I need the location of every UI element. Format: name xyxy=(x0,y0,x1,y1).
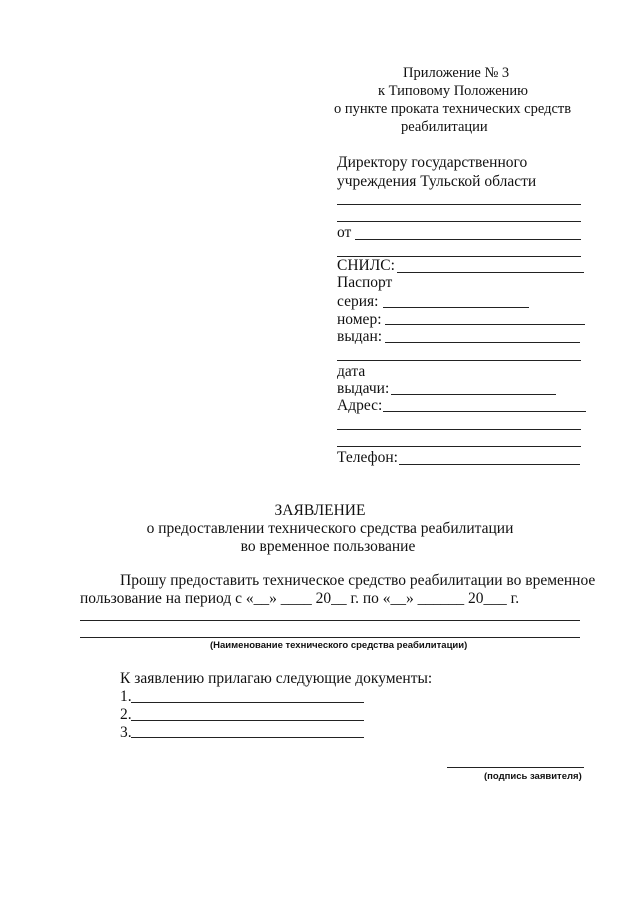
issued-by-field-line-2[interactable] xyxy=(337,360,581,361)
snils-label: СНИЛС: xyxy=(337,257,395,274)
issue-date-field[interactable] xyxy=(391,394,556,395)
tsr-name-field-line-1[interactable] xyxy=(80,620,580,621)
signature-caption: (подпись заявителя) xyxy=(484,771,582,782)
attachment-item-1-field[interactable] xyxy=(131,702,364,703)
address-label: Адрес: xyxy=(337,397,383,414)
address-field-line-2[interactable] xyxy=(337,429,581,430)
attachment-item-1-number: 1. xyxy=(120,688,132,705)
tsr-name-caption: (Наименование технического средства реабилитации) xyxy=(210,640,468,651)
from-field[interactable] xyxy=(355,239,581,240)
attachments-label: К заявлению прилагаю следующие документы: xyxy=(120,670,433,687)
address-field-line-3[interactable] xyxy=(337,446,581,447)
statement-subtitle-1: о предоставлении технического средства реабилитации xyxy=(146,520,514,537)
statement-subtitle-2: во временное пользование xyxy=(240,538,416,555)
appendix-line-3: о пункте проката технических средств xyxy=(334,101,572,117)
request-line-1: Прошу предоставить техническое средство реабилитации во временное xyxy=(120,572,596,589)
from-label: от xyxy=(337,224,352,241)
number-field[interactable] xyxy=(385,324,585,325)
address-field[interactable] xyxy=(383,411,586,412)
snils-field[interactable] xyxy=(397,272,584,273)
number-label: номер: xyxy=(337,311,382,328)
request-line-2: пользование на период с «__» ____ 20__ г. по «__» ______ 20___ г. xyxy=(80,590,520,607)
appendix-line-4: реабилитации xyxy=(401,119,488,135)
attachment-item-2-field[interactable] xyxy=(131,720,364,721)
date-label: дата xyxy=(337,363,366,380)
appendix-line-1: Приложение № 3 xyxy=(403,65,510,81)
tsr-name-field-line-2[interactable] xyxy=(80,637,580,638)
series-label: серия: xyxy=(337,293,379,310)
addressee-line-2: учреждения Тульской области xyxy=(337,173,537,190)
series-field[interactable] xyxy=(383,307,529,308)
passport-label: Паспорт xyxy=(337,274,393,291)
issued-by-label: выдан: xyxy=(337,328,383,345)
issue-label: выдачи: xyxy=(337,380,390,397)
attachment-item-3-number: 3. xyxy=(120,724,132,741)
addressee-blank-line-2[interactable] xyxy=(337,221,581,222)
issued-by-field[interactable] xyxy=(385,342,580,343)
attachment-item-2-number: 2. xyxy=(120,706,132,723)
addressee-blank-line-1[interactable] xyxy=(337,204,581,205)
appendix-line-2: к Типовому Положению xyxy=(378,83,528,99)
signature-field[interactable] xyxy=(447,767,584,768)
addressee-line-1: Директору государственного xyxy=(337,154,528,171)
attachment-item-3-field[interactable] xyxy=(131,737,364,738)
statement-title: ЗАЯВЛЕНИЕ xyxy=(274,502,366,519)
phone-field[interactable] xyxy=(399,464,580,465)
phone-label: Телефон: xyxy=(337,449,398,466)
